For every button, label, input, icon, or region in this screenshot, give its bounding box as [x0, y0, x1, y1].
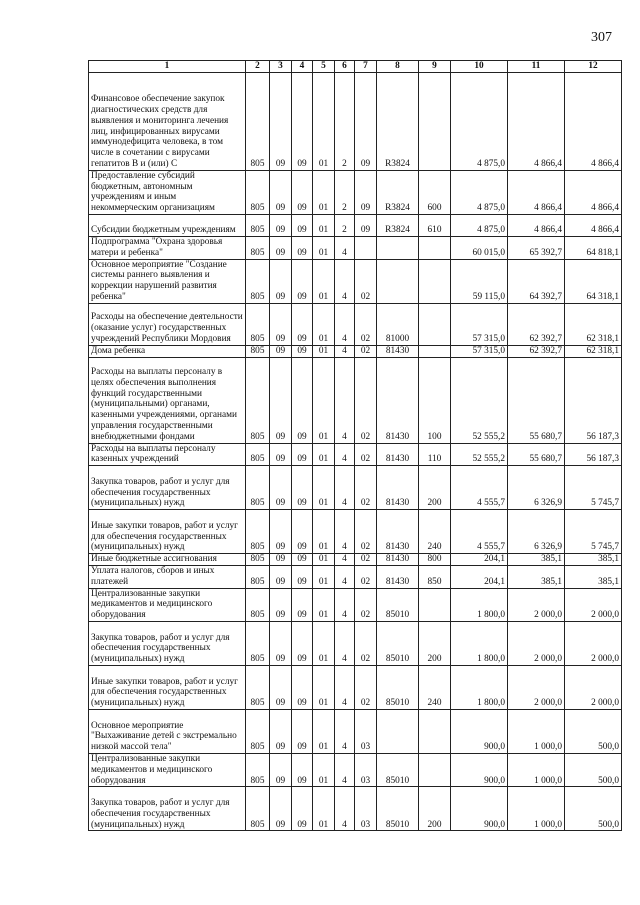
code-subsection: 09	[292, 72, 313, 170]
code-subprogram: 4	[335, 753, 355, 786]
item-name: Основное мероприятие "Создание системы раннего выявления и коррекции нарушений развития ребенка"	[89, 259, 246, 303]
code-admin: 805	[246, 554, 270, 566]
code-program: 01	[313, 621, 335, 665]
code-admin: 805	[246, 621, 270, 665]
code-event: 02	[355, 510, 377, 554]
code-expense-type: 200	[419, 621, 451, 665]
amount-year-3: 500,0	[565, 709, 622, 753]
code-program: 01	[313, 787, 335, 831]
code-direction: 81430	[377, 466, 419, 510]
code-section: 09	[270, 753, 292, 786]
column-header-4: 4	[292, 61, 313, 73]
amount-year-3: 5 745,7	[565, 466, 622, 510]
code-subprogram: 4	[335, 709, 355, 753]
code-direction: R3824	[377, 170, 419, 214]
column-header-11: 11	[508, 61, 565, 73]
code-direction: 85010	[377, 621, 419, 665]
code-event: 02	[355, 303, 377, 345]
code-event: 02	[355, 565, 377, 588]
code-subprogram: 2	[335, 214, 355, 236]
code-admin: 805	[246, 709, 270, 753]
code-program: 01	[313, 709, 335, 753]
amount-year-1: 4 555,7	[451, 466, 508, 510]
code-event: 02	[355, 357, 377, 443]
code-subsection: 09	[292, 259, 313, 303]
amount-year-1: 4 875,0	[451, 72, 508, 170]
code-subsection: 09	[292, 303, 313, 345]
table-row	[89, 665, 622, 709]
code-program: 01	[313, 236, 335, 259]
amount-year-1: 59 115,0	[451, 259, 508, 303]
amount-year-2: 65 392,7	[508, 236, 565, 259]
code-section: 09	[270, 236, 292, 259]
item-name: Закупка товаров, работ и услуг для обеспечения государственных (муниципальных) нужд	[89, 621, 246, 665]
amount-year-1: 52 555,2	[451, 443, 508, 466]
amount-year-3: 4 866,4	[565, 72, 622, 170]
amount-year-3: 62 318,1	[565, 303, 622, 345]
code-expense-type	[419, 709, 451, 753]
item-name: Централизованные закупки медикаментов и медицинского оборудования	[89, 753, 246, 786]
code-subprogram: 4	[335, 588, 355, 621]
amount-year-3: 500,0	[565, 753, 622, 786]
code-section: 09	[270, 621, 292, 665]
code-section: 09	[270, 665, 292, 709]
item-name: Дома ребенка	[89, 345, 246, 357]
code-subprogram: 4	[335, 565, 355, 588]
item-name: Закупка товаров, работ и услуг для обеспечения государственных (муниципальных) нужд	[89, 787, 246, 831]
code-section: 09	[270, 303, 292, 345]
column-header-5: 5	[313, 61, 335, 73]
code-program: 01	[313, 214, 335, 236]
column-header-1: 1	[89, 61, 246, 73]
code-admin: 805	[246, 303, 270, 345]
code-expense-type: 200	[419, 466, 451, 510]
code-program: 01	[313, 565, 335, 588]
code-direction: 85010	[377, 665, 419, 709]
table-row	[89, 303, 622, 345]
table-row	[89, 709, 622, 753]
table-row	[89, 259, 622, 303]
amount-year-3: 56 187,3	[565, 443, 622, 466]
code-subprogram: 4	[335, 259, 355, 303]
table-row	[89, 510, 622, 554]
code-subsection: 09	[292, 565, 313, 588]
item-name: Финансовое обеспечение закупок диагностических средств для выявления и мониторинга лечения лиц, инфицированных вирусами иммунодефицита человека, в том числе в сочетании с вирусами гепатитов В и (или) С	[89, 72, 246, 170]
amount-year-1: 900,0	[451, 753, 508, 786]
amount-year-2: 385,1	[508, 565, 565, 588]
code-expense-type	[419, 303, 451, 345]
code-direction: 81430	[377, 357, 419, 443]
column-header-12: 12	[565, 61, 622, 73]
amount-year-2: 4 866,4	[508, 72, 565, 170]
code-section: 09	[270, 259, 292, 303]
amount-year-3: 64 318,1	[565, 259, 622, 303]
code-expense-type	[419, 259, 451, 303]
code-direction	[377, 709, 419, 753]
code-direction: 81000	[377, 303, 419, 345]
amount-year-3: 5 745,7	[565, 510, 622, 554]
code-section: 09	[270, 345, 292, 357]
code-admin: 805	[246, 443, 270, 466]
code-admin: 805	[246, 345, 270, 357]
amount-year-2: 1 000,0	[508, 787, 565, 831]
code-subsection: 09	[292, 214, 313, 236]
code-program: 01	[313, 357, 335, 443]
item-name: Основное мероприятие "Выхаживание детей с экстремально низкой массой тела"	[89, 709, 246, 753]
code-expense-type: 600	[419, 170, 451, 214]
amount-year-1: 57 315,0	[451, 303, 508, 345]
code-program: 01	[313, 554, 335, 566]
code-subsection: 09	[292, 236, 313, 259]
code-subsection: 09	[292, 588, 313, 621]
code-section: 09	[270, 214, 292, 236]
code-program: 01	[313, 443, 335, 466]
code-direction: 81430	[377, 565, 419, 588]
item-name: Расходы на выплаты персоналу в целях обеспечения выполнения функций государственными (муниципальными) органами, казенными учреждениями, органами управления государственными внебюджетными фондами	[89, 357, 246, 443]
column-header-10: 10	[451, 61, 508, 73]
table-row	[89, 466, 622, 510]
code-subprogram: 4	[335, 236, 355, 259]
item-name: Уплата налогов, сборов и иных платежей	[89, 565, 246, 588]
amount-year-1: 204,1	[451, 554, 508, 566]
column-header-7: 7	[355, 61, 377, 73]
code-admin: 805	[246, 753, 270, 786]
table-row	[89, 214, 622, 236]
amount-year-3: 2 000,0	[565, 621, 622, 665]
code-program: 01	[313, 345, 335, 357]
code-section: 09	[270, 510, 292, 554]
code-subprogram: 4	[335, 443, 355, 466]
code-event: 03	[355, 709, 377, 753]
code-direction: 81430	[377, 345, 419, 357]
table-row	[89, 787, 622, 831]
code-subsection: 09	[292, 709, 313, 753]
code-event: 03	[355, 787, 377, 831]
code-subsection: 09	[292, 510, 313, 554]
code-expense-type: 240	[419, 510, 451, 554]
code-admin: 805	[246, 259, 270, 303]
code-expense-type: 610	[419, 214, 451, 236]
code-program: 01	[313, 72, 335, 170]
amount-year-3: 56 187,3	[565, 357, 622, 443]
code-event: 09	[355, 214, 377, 236]
code-subprogram: 2	[335, 170, 355, 214]
code-direction: R3824	[377, 72, 419, 170]
code-subsection: 09	[292, 357, 313, 443]
table-row	[89, 565, 622, 588]
budget-table	[88, 60, 622, 831]
code-program: 01	[313, 510, 335, 554]
item-name: Закупка товаров, работ и услуг для обеспечения государственных (муниципальных) нужд	[89, 466, 246, 510]
amount-year-3: 62 318,1	[565, 345, 622, 357]
code-subsection: 09	[292, 466, 313, 510]
code-admin: 805	[246, 665, 270, 709]
code-direction	[377, 236, 419, 259]
code-admin: 805	[246, 214, 270, 236]
code-direction: R3824	[377, 214, 419, 236]
column-header-9: 9	[419, 61, 451, 73]
column-header-3: 3	[270, 61, 292, 73]
amount-year-1: 52 555,2	[451, 357, 508, 443]
code-program: 01	[313, 665, 335, 709]
code-program: 01	[313, 170, 335, 214]
code-section: 09	[270, 170, 292, 214]
code-event: 02	[355, 443, 377, 466]
code-subprogram: 4	[335, 466, 355, 510]
amount-year-3: 4 866,4	[565, 170, 622, 214]
code-event: 09	[355, 170, 377, 214]
table-row	[89, 72, 622, 170]
code-subsection: 09	[292, 443, 313, 466]
code-subsection: 09	[292, 787, 313, 831]
amount-year-3: 500,0	[565, 787, 622, 831]
code-event	[355, 236, 377, 259]
code-subprogram: 2	[335, 72, 355, 170]
table-row	[89, 170, 622, 214]
code-expense-type	[419, 588, 451, 621]
item-name: Подпрограмма "Охрана здоровья матери и ребенка"	[89, 236, 246, 259]
code-event: 02	[355, 345, 377, 357]
code-expense-type: 800	[419, 554, 451, 566]
code-subprogram: 4	[335, 357, 355, 443]
amount-year-2: 4 866,4	[508, 170, 565, 214]
amount-year-2: 385,1	[508, 554, 565, 566]
amount-year-1: 1 800,0	[451, 665, 508, 709]
amount-year-1: 900,0	[451, 787, 508, 831]
code-expense-type: 240	[419, 665, 451, 709]
amount-year-2: 64 392,7	[508, 259, 565, 303]
code-subsection: 09	[292, 170, 313, 214]
amount-year-3: 64 818,1	[565, 236, 622, 259]
code-subsection: 09	[292, 753, 313, 786]
table-row	[89, 588, 622, 621]
code-section: 09	[270, 466, 292, 510]
code-section: 09	[270, 787, 292, 831]
amount-year-2: 2 000,0	[508, 621, 565, 665]
code-event: 02	[355, 554, 377, 566]
code-expense-type: 100	[419, 357, 451, 443]
code-event: 03	[355, 753, 377, 786]
amount-year-1: 57 315,0	[451, 345, 508, 357]
table-row	[89, 357, 622, 443]
code-event: 09	[355, 72, 377, 170]
code-expense-type: 110	[419, 443, 451, 466]
amount-year-2: 2 000,0	[508, 588, 565, 621]
code-event: 02	[355, 259, 377, 303]
code-section: 09	[270, 565, 292, 588]
item-name: Иные закупки товаров, работ и услуг для обеспечения государственных (муниципальных) нужд	[89, 510, 246, 554]
code-program: 01	[313, 259, 335, 303]
amount-year-1: 60 015,0	[451, 236, 508, 259]
code-section: 09	[270, 357, 292, 443]
code-subprogram: 4	[335, 554, 355, 566]
code-admin: 805	[246, 357, 270, 443]
code-direction	[377, 259, 419, 303]
code-event: 02	[355, 588, 377, 621]
table-header-row	[89, 61, 622, 73]
code-expense-type	[419, 753, 451, 786]
code-admin: 805	[246, 72, 270, 170]
amount-year-3: 2 000,0	[565, 665, 622, 709]
amount-year-2: 62 392,7	[508, 303, 565, 345]
code-admin: 805	[246, 236, 270, 259]
amount-year-2: 6 326,9	[508, 510, 565, 554]
code-program: 01	[313, 466, 335, 510]
code-section: 09	[270, 72, 292, 170]
item-name: Расходы на выплаты персоналу казенных учреждений	[89, 443, 246, 466]
amount-year-1: 1 800,0	[451, 621, 508, 665]
column-header-8: 8	[377, 61, 419, 73]
item-name: Централизованные закупки медикаментов и медицинского оборудования	[89, 588, 246, 621]
code-subsection: 09	[292, 345, 313, 357]
amount-year-2: 1 000,0	[508, 709, 565, 753]
amount-year-2: 4 866,4	[508, 214, 565, 236]
code-admin: 805	[246, 565, 270, 588]
code-subprogram: 4	[335, 621, 355, 665]
code-admin: 805	[246, 170, 270, 214]
code-direction: 85010	[377, 787, 419, 831]
table-row	[89, 621, 622, 665]
column-header-2: 2	[246, 61, 270, 73]
code-subprogram: 4	[335, 303, 355, 345]
code-expense-type	[419, 236, 451, 259]
code-expense-type: 850	[419, 565, 451, 588]
code-direction: 85010	[377, 753, 419, 786]
code-program: 01	[313, 588, 335, 621]
code-subsection: 09	[292, 665, 313, 709]
column-header-6: 6	[335, 61, 355, 73]
code-direction: 85010	[377, 588, 419, 621]
amount-year-2: 55 680,7	[508, 357, 565, 443]
code-event: 02	[355, 621, 377, 665]
code-admin: 805	[246, 787, 270, 831]
item-name: Субсидии бюджетным учреждениям	[89, 214, 246, 236]
amount-year-3: 385,1	[565, 554, 622, 566]
amount-year-2: 55 680,7	[508, 443, 565, 466]
amount-year-2: 1 000,0	[508, 753, 565, 786]
code-subsection: 09	[292, 554, 313, 566]
amount-year-1: 4 875,0	[451, 170, 508, 214]
table-row	[89, 345, 622, 357]
code-section: 09	[270, 588, 292, 621]
code-expense-type: 200	[419, 787, 451, 831]
code-subprogram: 4	[335, 787, 355, 831]
code-section: 09	[270, 554, 292, 566]
code-subsection: 09	[292, 621, 313, 665]
amount-year-1: 1 800,0	[451, 588, 508, 621]
code-section: 09	[270, 709, 292, 753]
code-expense-type	[419, 72, 451, 170]
code-event: 02	[355, 466, 377, 510]
page-number: 307	[591, 30, 612, 45]
amount-year-2: 62 392,7	[508, 345, 565, 357]
code-direction: 81430	[377, 443, 419, 466]
code-direction: 81430	[377, 510, 419, 554]
code-direction: 81430	[377, 554, 419, 566]
amount-year-1: 900,0	[451, 709, 508, 753]
code-expense-type	[419, 345, 451, 357]
table-row	[89, 753, 622, 786]
amount-year-3: 2 000,0	[565, 588, 622, 621]
item-name: Иные бюджетные ассигнования	[89, 554, 246, 566]
code-section: 09	[270, 443, 292, 466]
code-subprogram: 4	[335, 345, 355, 357]
code-subprogram: 4	[335, 665, 355, 709]
table-row	[89, 554, 622, 566]
code-admin: 805	[246, 466, 270, 510]
code-program: 01	[313, 753, 335, 786]
item-name: Иные закупки товаров, работ и услуг для обеспечения государственных (муниципальных) нужд	[89, 665, 246, 709]
amount-year-2: 2 000,0	[508, 665, 565, 709]
table-row	[89, 443, 622, 466]
table-row	[89, 236, 622, 259]
code-program: 01	[313, 303, 335, 345]
item-name: Расходы на обеспечение деятельности (оказание услуг) государственных учреждений Республики Мордовия	[89, 303, 246, 345]
amount-year-3: 385,1	[565, 565, 622, 588]
item-name: Предоставление субсидий бюджетным, автономным учреждениям и иным некоммерческим организациям	[89, 170, 246, 214]
amount-year-3: 4 866,4	[565, 214, 622, 236]
code-event: 02	[355, 665, 377, 709]
amount-year-1: 4 555,7	[451, 510, 508, 554]
amount-year-1: 4 875,0	[451, 214, 508, 236]
code-subprogram: 4	[335, 510, 355, 554]
code-admin: 805	[246, 588, 270, 621]
amount-year-2: 6 326,9	[508, 466, 565, 510]
amount-year-1: 204,1	[451, 565, 508, 588]
code-admin: 805	[246, 510, 270, 554]
